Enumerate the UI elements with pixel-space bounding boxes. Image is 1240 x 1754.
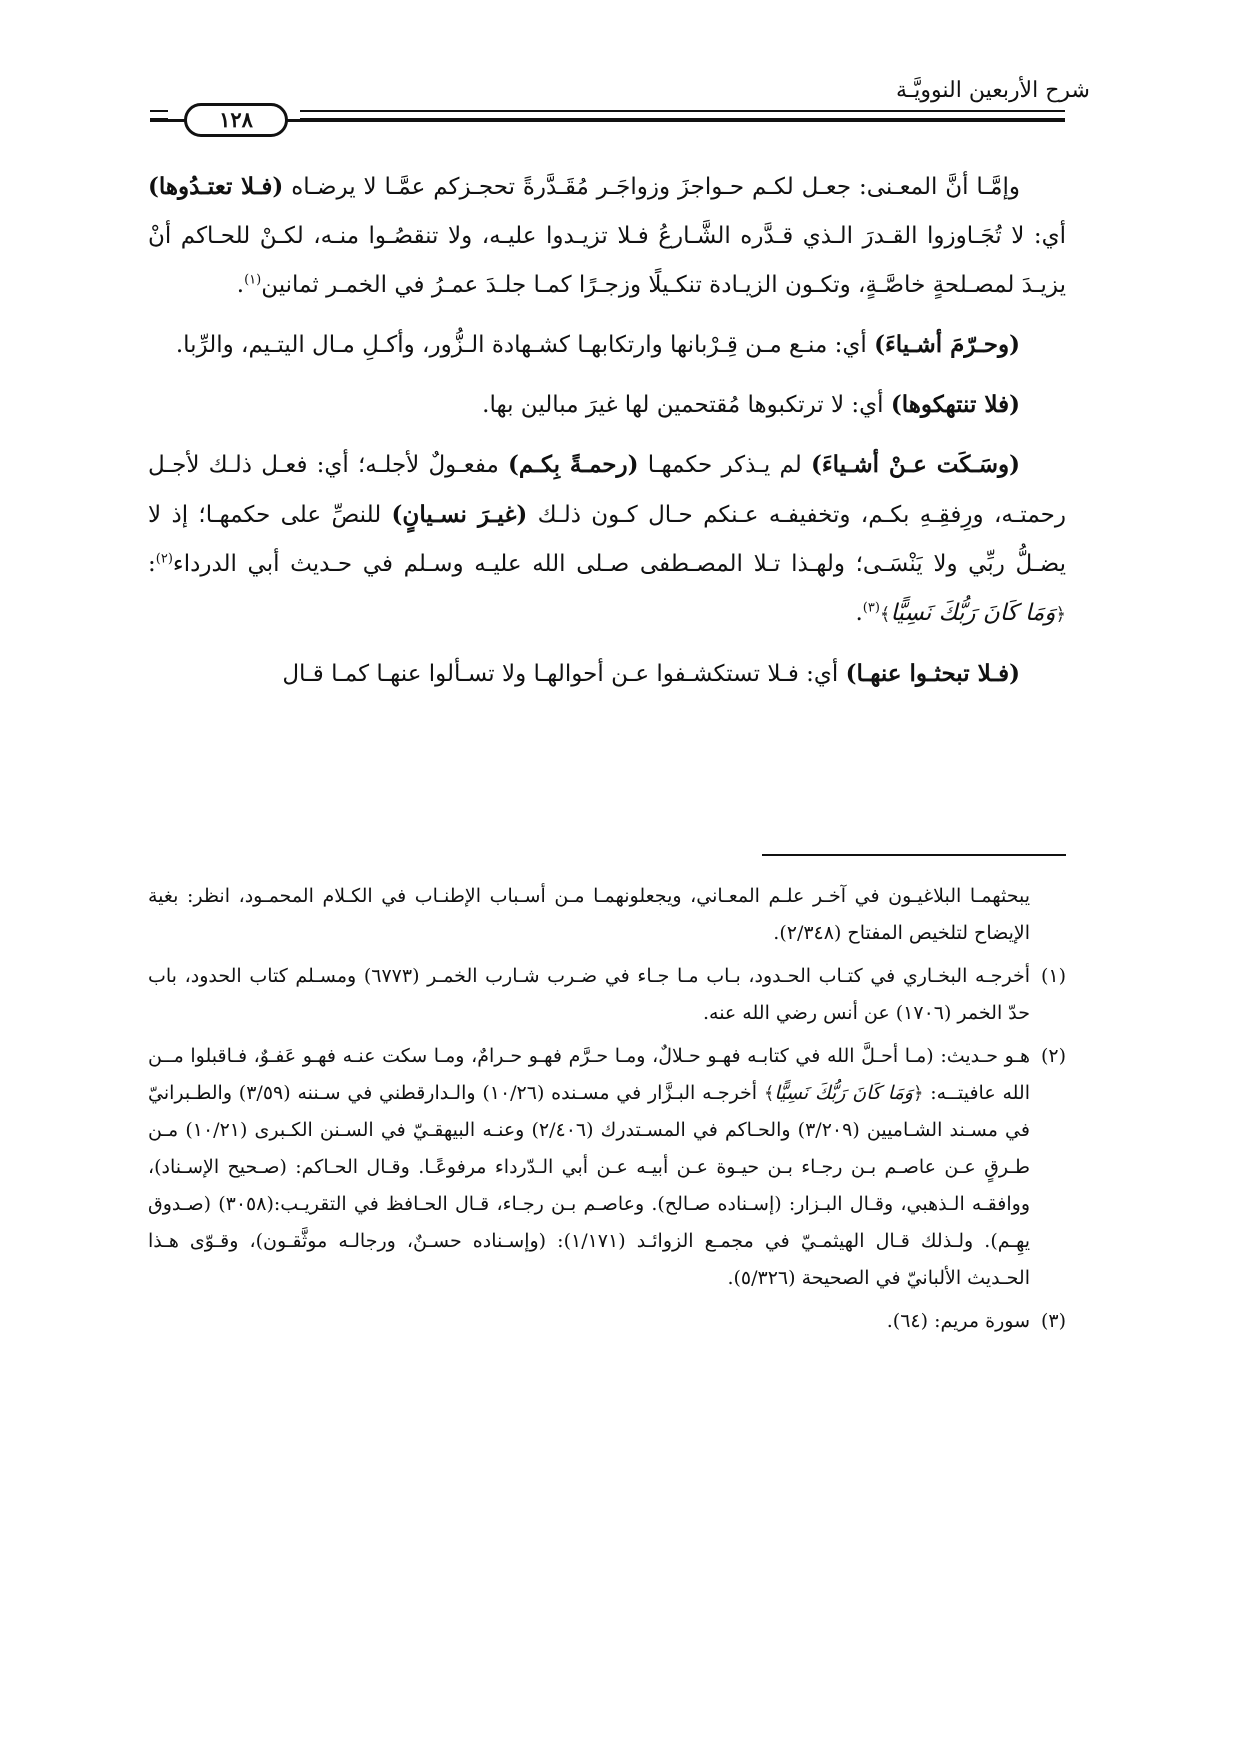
main-text [148,162,1066,709]
paragraph-1-bold-phrase: (فـلا تعتـدُوها) [148,173,284,200]
footnote-1 [148,958,1066,1032]
paragraph-1-text-b: أي: لا تُجَـاوزوا القـدرَ الـذي قـدَّره الشَّـارعُ فـلا تزيـدوا عليـه، ولا تنقصُـوا منـه، لكـنْ للحـاكم أنْ يزيـدَ لمصـلحةٍ خاصَّـةٍ، وتكـون الزيـادة تنكـيلًا وزجـرًا كمـا جلـدَ عمـرُ في الخمـر ثمانين [148,223,1066,298]
footnotes [148,878,1066,1346]
footnote-2-text-a: هـو حـديث: (مـا أحـلَّ الله في كتابـه فهـو حـلالٌ، ومـا حـرَّم فهـو حـرامٌ، ومـا سكت عنـه فهـو عَفـوٌ، فـاقبلوا مــن الله عافيتــه: [148,1045,1030,1104]
quran-bracket-open-icon: ﴿ [1055,604,1066,625]
running-header-title: شرح الأربعين النوويَّـة [896,78,1090,103]
paragraph-2-text: أي: منـع مـن قِـرْبانها وارتكابهـا كشـهادة الـزُّور، وأكـلِ مـال اليتـيم، والرِّبا. [175,332,867,358]
footnote-quran-verse: وَمَا كَانَ رَبُّكَ نَسِيًّا [774,1082,913,1104]
paragraph-4-text-b: مفعـولٌ لأجلـه؛ أي: فعـل ذلـك لأجـل رحمتـه، ورِفقِـهِ بكـم، وتخفيفـه عـنكم حـال كـون ذلـك [148,452,1066,528]
footnote-ref-2[interactable]: (٢) [155,551,173,567]
footnote-3-text: سورة مريم: (٦٤). [886,1310,1030,1332]
footnote-3 [148,1303,1066,1340]
paragraph-1 [148,162,1066,310]
paragraph-3-bold-phrase: (فلا تنتهكوها) [890,391,1020,418]
paragraph-5 [148,649,1066,699]
footnote-quran-bracket-close-icon: ﴾ [763,1083,775,1104]
paragraph-4-bold-phrase-b: (رحمـةً بِكـم) [508,451,639,478]
quran-verse: وَمَا كَانَ رَبُّكَ نَسِيًّا [890,600,1056,626]
footnote-1-text: أخرجـه البخـاري في كتـاب الحـدود، بـاب مـا جـاء في ضـرب شـارب الخمـر (٦٧٧٣) ومسـلم كتاب الحدود، باب حدّ الخمر (١٧٠٦) عن أنس رضي الله عنه. [148,965,1030,1024]
paragraph-4-bold-phrase-a: (وسَـكَت عـنْ أشـياءَ) [810,451,1021,478]
footnote-quran-bracket-open-icon: ﴿ [912,1083,924,1104]
footnote-continuation: يبحثهمـا البلاغيـون في آخـر علـم المعـاني، ويجعلونهمـا مـن أسـباب الإطنـاب في الكـلام المحمـود، انظر: بغية الإيضاح لتلخيص المفتاح (٢/٣٤٨). [148,885,1030,944]
paragraph-1-text-a: وإمَّـا أنَّ المعـنى: جعـل لكـم حـواجزَ وزواجَـر مُقَـدَّرةً تحجـزكم عمَّـا لا يرضـاه [291,174,1020,200]
footnote-ref-3[interactable]: (٣) [862,600,880,616]
paragraph-2-bold-phrase: (وحـرّمَ أشـياءَ) [874,331,1020,358]
quran-bracket-close-icon: ﴾ [879,604,891,625]
paragraph-4 [148,440,1066,639]
footnote-2-text-b: أخرجـه البـزَّار في مسـنده (١٠/٢٦) والـدارقطني في سـننه (٣/٥٩) والطـبرانيّ في مسـند الشـاميين (٣/٢٠٩) والحـاكم في المسـتدرك (٢/٤٠٦) وعنـه البيهقـيّ في السـنن الكـبرى (١٠/٢١) مـن طـرقٍ عـن عاصـم بـن رجـاء بـن حيـوة عـن أبيـه عـن أبي الـدّرداء مرفوعًـا. وقـال الحـاكم: (صـحيح الإسـناد)، ووافقـه الـذهبي، وقـال البـزار: (إسـناده صـالح). وعاصـم بـن رجـاء، قـال الحـافظ في التقريـب:(٣٠٥٨) (صـدوق يهِـم). ولـذلك قـال الهيثمـيّ في مجمـع الزوائـد (١/١٧١): (وإسـناده حسـنٌ، ورجالـه موثَّقـون)، وقـوّى هـذا الحـديث الألبانيّ في الصحيحة (٥/٣٢٦). [148,1082,1031,1289]
footnote-ref-1[interactable]: (١) [244,272,262,288]
paragraph-4-end: . [855,600,863,626]
paragraph-4-text-a: لم يـذكر حكمهـا [647,452,802,478]
footnote-1-number: (١) [1040,965,1066,987]
paragraph-3-text: أي: لا ترتكبوها مُقتحمين لها غيرَ مبالين بها. [482,392,884,418]
footnote-3-number: (٣) [1040,1310,1066,1332]
paragraph-1-end: . [236,272,245,298]
paragraph-5-text: أي: فـلا تستكشـفوا عـن أحوالهـا ولا تسـألوا عنهـا كمـا قـال [282,661,839,687]
page-number-badge: ١٢٨ [184,103,288,137]
paragraph-4-text-c: للنصِّ على حكمهـا؛ إذ لا يضـلُّ ربِّي ولا يَنْسَـى؛ ولهـذا تـلا المصـطفى صـلى الله عليـه وسـلم في حـديث أبي الدرداء [148,502,1066,577]
paragraph-2 [148,320,1066,370]
paragraph-3 [148,380,1066,430]
footnote-2 [148,1038,1066,1297]
paragraph-4-bold-phrase-c: (غيـرَ نسـيانٍ) [391,501,528,528]
paragraph-4-colon: : [148,551,156,577]
footnote-2-number: (٢) [1040,1045,1066,1067]
paragraph-5-bold-phrase: (فـلا تبحثـوا عنهـا) [845,660,1020,687]
footnote-separator [762,854,1066,856]
